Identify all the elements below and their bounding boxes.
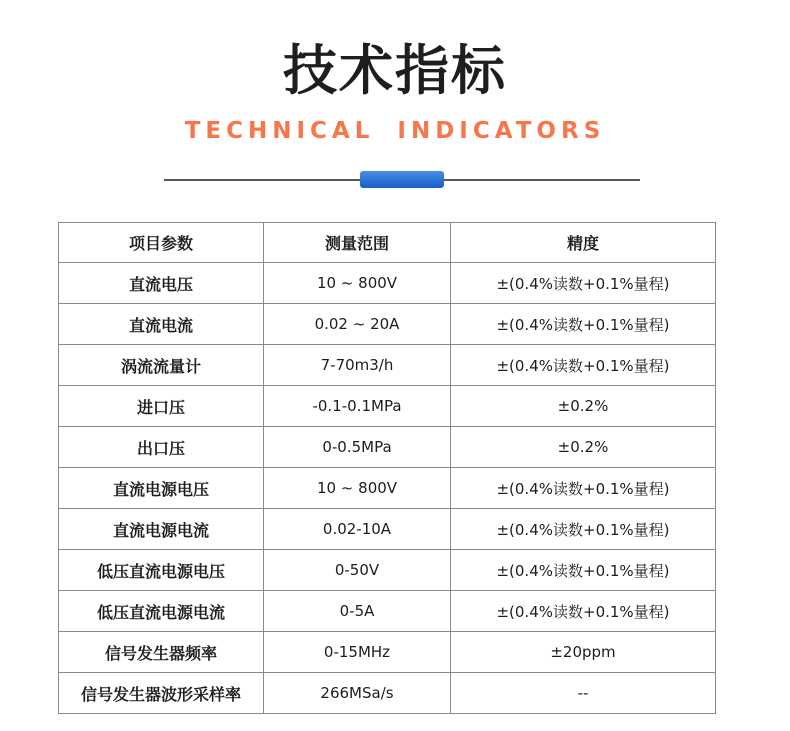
precision-cell: -- bbox=[451, 673, 716, 714]
range-cell: 0.02 ~ 20A bbox=[264, 304, 451, 345]
param-cell: 信号发生器频率 bbox=[59, 632, 264, 673]
header-row bbox=[59, 223, 716, 263]
precision-cell: ±(0.4%读数+0.1%量程) bbox=[451, 304, 716, 345]
precision-cell: ±(0.4%读数+0.1%量程) bbox=[451, 468, 716, 509]
param-cell: 直流电压 bbox=[59, 263, 264, 304]
param-cell: 直流电源电压 bbox=[59, 468, 264, 509]
param-cell: 直流电源电流 bbox=[59, 509, 264, 550]
range-cell: 7-70m3/h bbox=[264, 345, 451, 386]
range-cell: 0-5A bbox=[264, 591, 451, 632]
table-row bbox=[59, 468, 716, 509]
table-row bbox=[59, 345, 716, 386]
table-row bbox=[59, 263, 716, 304]
precision-cell: ±0.2% bbox=[451, 427, 716, 468]
spec-table bbox=[58, 222, 716, 714]
section-divider bbox=[164, 171, 640, 189]
table-row bbox=[59, 673, 716, 714]
spec-table-header bbox=[59, 223, 716, 263]
header-cell-parameter: 项目参数 bbox=[59, 223, 264, 263]
param-cell: 直流电流 bbox=[59, 304, 264, 345]
table-row bbox=[59, 509, 716, 550]
param-cell: 出口压 bbox=[59, 427, 264, 468]
range-cell: 0-15MHz bbox=[264, 632, 451, 673]
table-row bbox=[59, 427, 716, 468]
header-cell-range: 测量范围 bbox=[264, 223, 451, 263]
precision-cell: ±0.2% bbox=[451, 386, 716, 427]
range-cell: 0-50V bbox=[264, 550, 451, 591]
page-title: 技术指标 bbox=[283, 39, 507, 102]
range-cell: -0.1-0.1MPa bbox=[264, 386, 451, 427]
table-row bbox=[59, 386, 716, 427]
param-cell: 涡流流量计 bbox=[59, 345, 264, 386]
header-cell-precision: 精度 bbox=[451, 223, 716, 263]
table-row bbox=[59, 304, 716, 345]
page-subtitle: TECHNICAL INDICATORS bbox=[184, 118, 606, 144]
divider-blue-pill bbox=[360, 171, 444, 188]
param-cell: 进口压 bbox=[59, 386, 264, 427]
table-row bbox=[59, 632, 716, 673]
table-row bbox=[59, 591, 716, 632]
range-cell: 10 ~ 800V bbox=[264, 468, 451, 509]
precision-cell: ±(0.4%读数+0.1%量程) bbox=[451, 345, 716, 386]
range-cell: 0-0.5MPa bbox=[264, 427, 451, 468]
precision-cell: ±20ppm bbox=[451, 632, 716, 673]
param-cell: 低压直流电源电压 bbox=[59, 550, 264, 591]
param-cell: 低压直流电源电流 bbox=[59, 591, 264, 632]
precision-cell: ±(0.4%读数+0.1%量程) bbox=[451, 509, 716, 550]
range-cell: 266MSa/s bbox=[264, 673, 451, 714]
precision-cell: ±(0.4%读数+0.1%量程) bbox=[451, 550, 716, 591]
range-cell: 0.02-10A bbox=[264, 509, 451, 550]
precision-cell: ±(0.4%读数+0.1%量程) bbox=[451, 591, 716, 632]
precision-cell: ±(0.4%读数+0.1%量程) bbox=[451, 263, 716, 304]
param-cell: 信号发生器波形采样率 bbox=[59, 673, 264, 714]
table-row bbox=[59, 550, 716, 591]
range-cell: 10 ~ 800V bbox=[264, 263, 451, 304]
spec-table-body bbox=[59, 263, 716, 714]
